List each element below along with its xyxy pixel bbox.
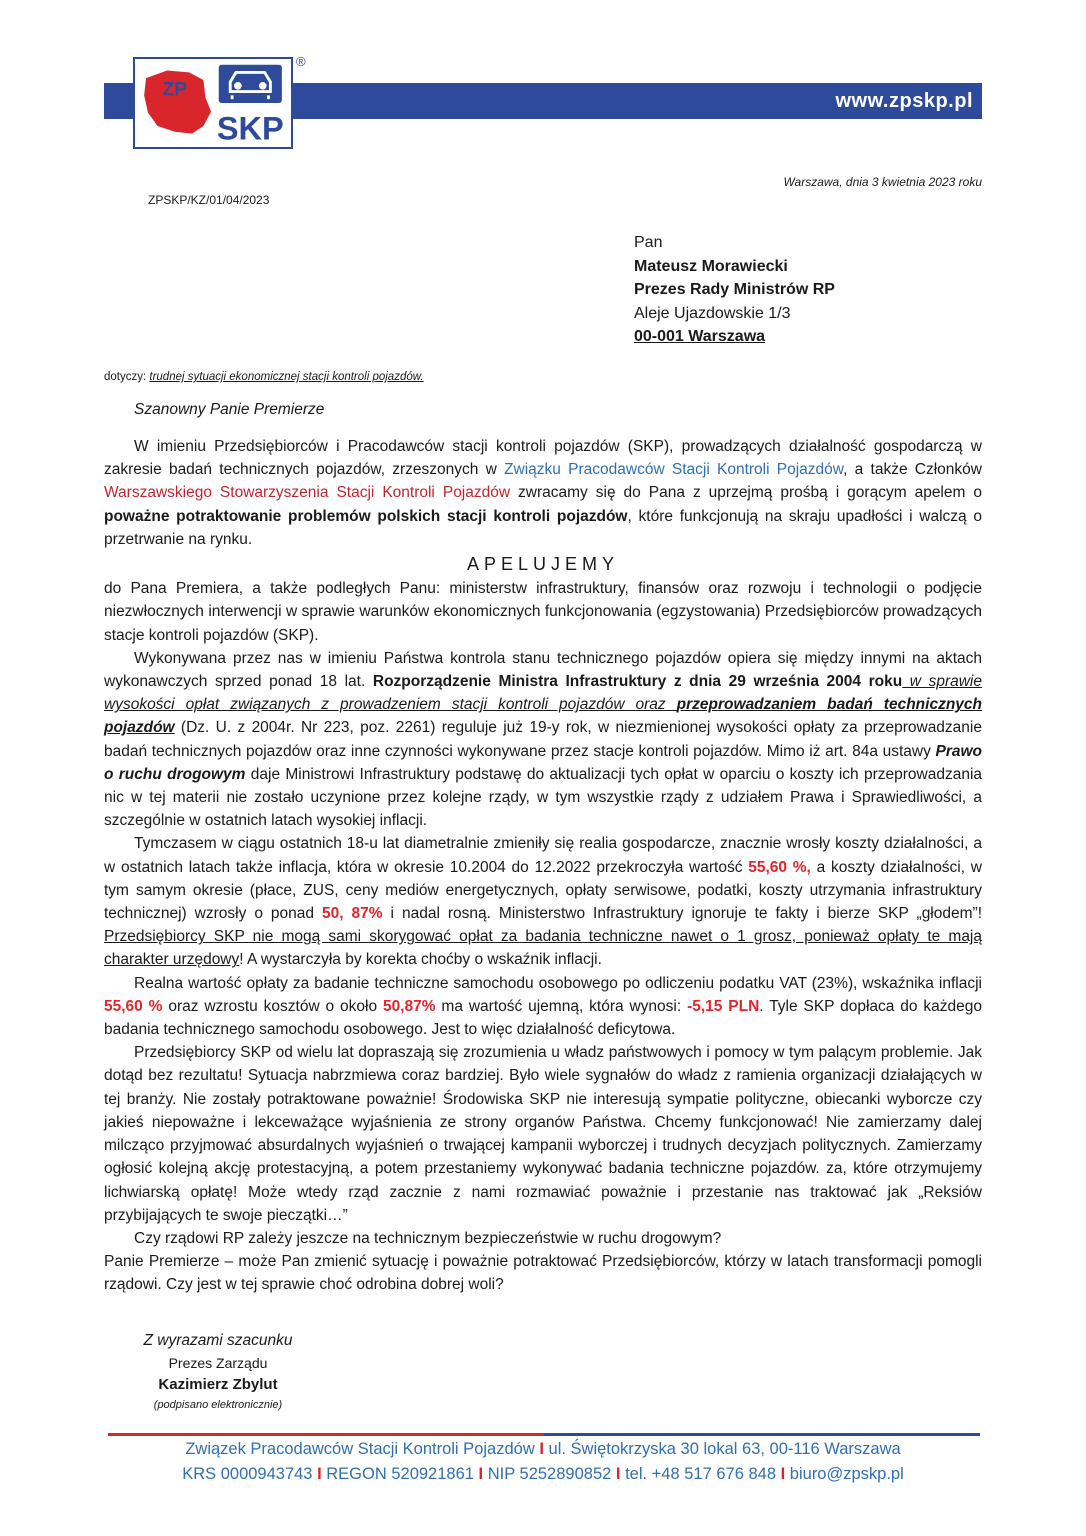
closing-phrase: Z wyrazami szacunku <box>143 1332 293 1349</box>
subject-label: dotyczy: <box>104 371 147 383</box>
signature-note: (podpisano elektronicznie) <box>153 1399 283 1411</box>
logo-zp-text: ZP <box>162 79 187 101</box>
footer-nip: NIP 5252890852 <box>487 1465 612 1483</box>
footer-address: ul. Świętokrzyska 30 lokal 63, 00-116 Warszawa <box>548 1440 901 1458</box>
footer-divider <box>108 1433 980 1436</box>
greeting: Szanowny Panie Premierze <box>134 401 325 418</box>
org-wsskp-name: Warszawskiego Stowarzyszenia Stacji Kontroli Pojazdów <box>104 484 511 502</box>
addressee-city: 00-001 Warszawa <box>634 328 766 345</box>
org-zpskp-name: Związku Pracodawców Stacji Kontroli Pojazdów <box>504 461 844 479</box>
paragraph-appeal: do Pana Premiera, a także podległych Panu: ministerstw infrastruktury, finansów oraz rozwoju i technologii o podjęcie niezwłocznych interwencji w sprawie warunków ekonomicznych funkcjonowania (egzystowania) Przedsiębiorców prowadzących stacje kontroli pojazdów (SKP). <box>104 580 982 644</box>
signer-name: Kazimierz Zbylut <box>158 1376 278 1393</box>
subject-text: trudnej sytuacji ekonomicznej stacji kontroli pojazdów. <box>149 371 424 383</box>
cost-growth-value: 50, 87% <box>322 905 383 923</box>
footer-line-2: KRS 0000943743 I REGON 520921861 I NIP 5252890852 I tel. +48 517 676 848 I biuro@zpskp.pl <box>182 1465 904 1483</box>
logo-graphic <box>135 59 291 147</box>
signature-block <box>138 1330 298 1414</box>
paragraph-regulation: Wykonywana przez nas w imieniu Państwa kontrola stanu technicznego pojazdów opiera się między innymi na aktach wykonawczych sprzed ponad 18 lat. Rozporządzenie Ministra Infrastruktury z dnia 29 września 2004 roku w sprawie wysokości opłat związanych z prowadzeniem stacji kontroli pojazdów oraz przeprowadzaniem badań technicznych pojazdów (Dz. U. z 2004r. Nr 223, poz. 2261) reguluje już 19-y rok, w niezmienionej wysokości opłaty za przeprowadzanie badań technicznych pojazdów oraz inne czynności wykonywane przez stacje kontroli pojazdów. Mimo iż art. 84a ustawy Prawo o ruchu drogowym daje Ministrowi Infrastruktury podstawę do aktualizacji tych opłat w oparciu o koszty ich przeprowadzania nic w tej materii nie zostało uczynione przez kolejne rządy, w tym wszystkie rządy z udziałem Prawa i Sprawiedliwości, a szczególnie w ostatnich latach wysokiej inflacji. <box>104 649 983 830</box>
paragraph-costs: Tymczasem w ciągu ostatnich 18-u lat diametralnie zmieniły się realia gospodarcze, znacznie wrosły koszty działalności, a w ostatnich latach także inflacja, która w okresie 10.2004 do 12.2022 przekroczyła wartość 55,60 %, a koszty działalności, w tym samym okresie (płace, ZUS, ceny mediów energetycznych, opłaty serwisowe, podatki, koszty utrzymania infrastruktury technicznej) wzrosły o ponad 50, 87% i nadal rosną. Ministerstwo Infrastruktury ignoruje te fakty i bierze SKP „głodem”! Przedsiębiorcy SKP nie mogą sami skorygować opłat za badania techniczne nawet o 1 grosz, ponieważ opłaty te mają charakter urzędowy! A wystarczyła by korekta choćby o wskaźnik inflacji. <box>104 835 982 969</box>
addressee-block <box>634 231 835 349</box>
letter-body <box>104 435 982 1297</box>
footer-regon: REGON 520921861 <box>326 1465 474 1483</box>
addressee-salutation: Pan <box>634 234 663 251</box>
footer-email[interactable]: biuro@zpskp.pl <box>789 1465 904 1483</box>
addressee-name: Mateusz Morawiecki <box>634 257 788 275</box>
paragraph-closing: Panie Premierze – może Pan zmienić sytuację i poważnie potraktować Przedsiębiorców, którzy w latach transformacji pomogli rządowi. Czy jest w tej sprawie choć odrobina dobrej woli? <box>104 1253 982 1294</box>
paragraph-demands: Przedsiębiorcy SKP od wielu lat dopraszają się zrozumienia u władz państwowych i pomocy w tym palącym problemie. Jak dotąd bez rezultatu! Sytuacja nabrzmiewa coraz bardziej. Było wiele sygnałów do władz z ramienia organizacji działających w tej branży. Nie zostały potraktowane poważnie! Środowiska SKP nie interesują sympatie polityczne, obiecanki wyborcze czy jakieś niepoważne i lekceważące wyjaśnienia ze strony organów Państwa. Chcemy funkcjonować! Nie zamierzamy dalej milcząco przyjmować absurdalnych wyjaśnień o trwającej kampanii wyborczej i trudnych decyzjach politycznych. Zamierzamy ogłosić kolejną akcję protestacyjną, a potem przestaniemy wykonywać badania techniczne pojazdów. za, które otrzymujemy lichwiarską opłatę! Może wtedy rząd zacznie z nami rozmawiać poważnie i przestanie nas traktować jak „Reksiów przybijających te swoje pieczątki…” <box>104 1044 982 1224</box>
signer-position: Prezes Zarządu <box>168 1355 268 1371</box>
appeal-heading: APELUJEMY <box>466 554 620 575</box>
paragraph-real-value: Realna wartość opłaty za badanie techniczne samochodu osobowego po odliczeniu podatku VAT (23%), wskaźnika inflacji 55,60 % oraz wzrostu kosztów o około 50,87% ma wartość ujemną, która wynosi: -5,15 PLN. Tyle SKP dopłaca do każdego badania technicznego samochodu osobowego. Jest to więc działalność deficytowa. <box>104 974 983 1039</box>
website-url[interactable]: www.zpskp.pl <box>835 90 973 112</box>
footer-phone[interactable]: tel. +48 517 676 848 <box>625 1465 777 1483</box>
reference-number: ZPSKP/KZ/01/04/2023 <box>148 193 270 207</box>
place-date: Warszawa, dnia 3 kwietnia 2023 roku <box>783 175 982 189</box>
footer-org: Związek Pracodawców Stacji Kontroli Pojazdów <box>185 1440 535 1458</box>
inflation-value: 55,60 %, <box>748 858 811 876</box>
addressee-title: Prezes Rady Ministrów RP <box>634 281 835 298</box>
addressee-street: Aleje Ujazdowskie 1/3 <box>634 304 791 322</box>
footer-krs: KRS 0000943743 <box>182 1465 313 1483</box>
logo-skp-text: SKP <box>216 110 284 147</box>
subject-line <box>104 371 424 383</box>
deficit-value: -5,15 PLN <box>687 997 760 1015</box>
footer-line-1: Związek Pracodawców Stacji Kontroli Pojazdów I ul. Świętokrzyska 30 lokal 63, 00-116 Warszawa <box>185 1440 901 1458</box>
paragraph-intro: W imieniu Przedsiębiorców i Pracodawców stacji kontroli pojazdów (SKP), prowadzących działalność gospodarczą w zakresie badań technicznych pojazdów, zrzeszonych w Związku Pracodawców Stacji Kontroli Pojazdów, a także Członków Warszawskiego Stowarzyszenia Stacji Kontroli Pojazdów zwracamy się do Pana z uprzejmą prośbą i gorącym apelem o poważne potraktowanie problemów polskich stacji kontroli pojazdów, które funkcjonują na skraju upadłości i walczą o przetrwanie na rynku. <box>104 438 983 548</box>
registered-mark: ® <box>296 54 306 69</box>
zpskp-logo <box>133 57 293 149</box>
paragraph-question: Czy rządowi RP zależy jeszcze na technicznym bezpieczeństwie w ruchu drogowym? <box>134 1229 722 1247</box>
